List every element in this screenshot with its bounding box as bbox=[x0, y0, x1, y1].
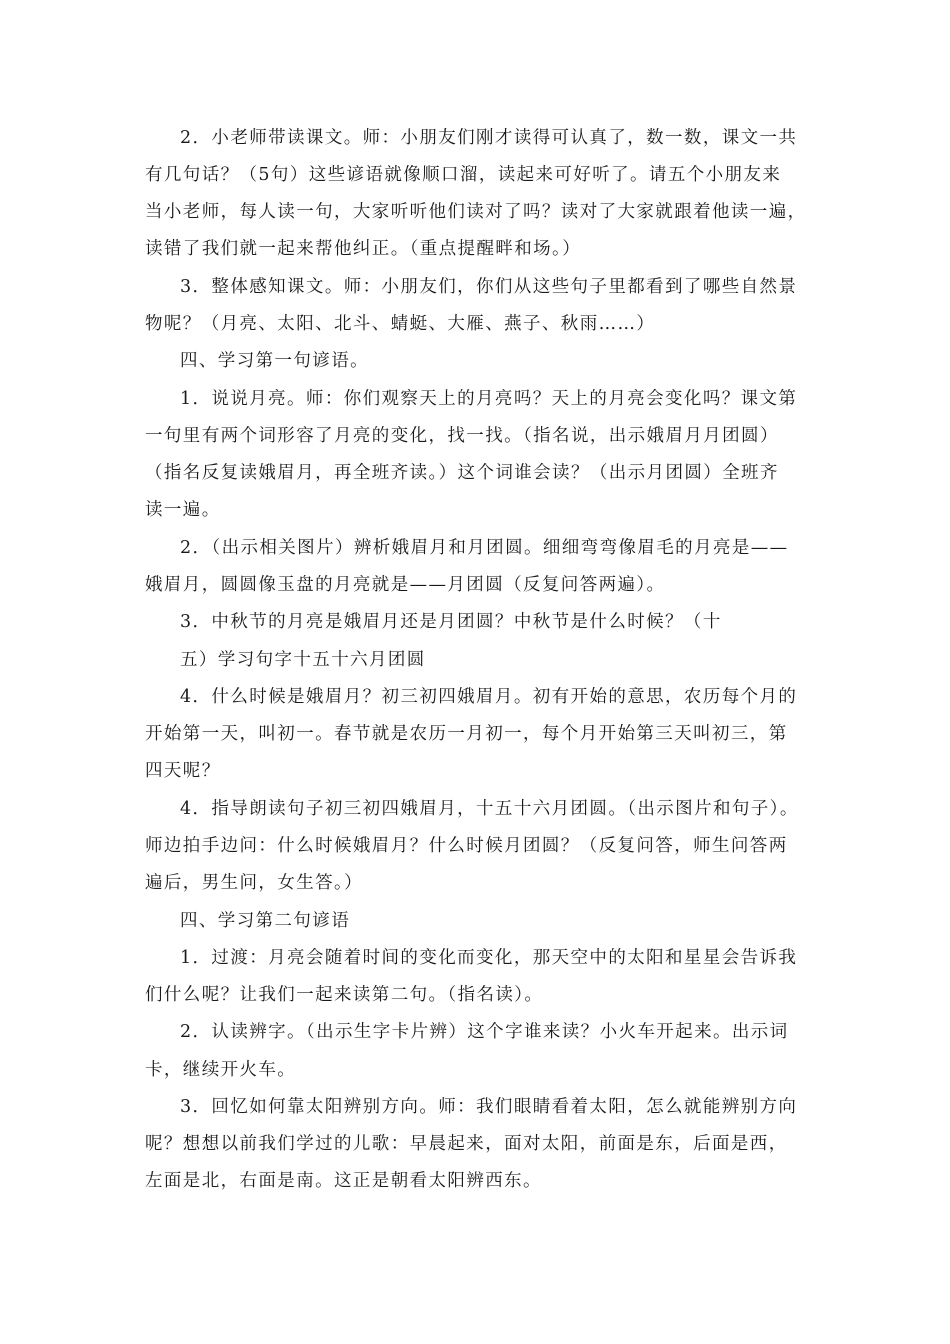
text-line: 们什么呢？让我们一起来读第二句。（指名读）。 bbox=[145, 985, 544, 1005]
text-line: 遍后，男生问，女生答。） bbox=[145, 873, 364, 893]
text-line: 卡，继续开火车。 bbox=[145, 1060, 297, 1080]
text-line: 读一遍。 bbox=[145, 500, 221, 520]
text-line: 3．中秋节的月亮是娥眉月还是月团圆？中秋节是什么时候？（十 bbox=[180, 612, 722, 632]
text-line: 四天呢？ bbox=[145, 761, 221, 781]
text-line: 4．指导朗读句子初三初四娥眉月，十五十六月团圆。（出示图片和句子）。 bbox=[180, 799, 799, 819]
text-line: 娥眉月，圆圆像玉盘的月亮就是——月团圆（反复问答两遍）。 bbox=[145, 575, 666, 595]
text-line: 2．小老师带读课文。师：小朋友们刚才读得可认真了，数一数，课文一共 bbox=[180, 128, 798, 148]
text-line: （指名反复读娥眉月，再全班齐读。）这个词谁会读？（出示月团圆）全班齐 bbox=[145, 463, 779, 483]
text-line: 读错了我们就一起来帮他纠正。（重点提醒畔和场。） bbox=[145, 239, 582, 259]
text-line: 当小老师，每人读一句，大家听听他们读对了吗？读对了大家就跟着他读一遍， bbox=[145, 202, 807, 222]
text-line: 开始第一天，叫初一。春节就是农历一月初一，每个月开始第三天叫初三，第 bbox=[145, 724, 788, 744]
text-line: 师边拍手边问：什么时候娥眉月？什么时候月团圆？（反复问答，师生问答两 bbox=[145, 836, 788, 856]
text-line: 五）学习句字十五十六月团圆 bbox=[180, 650, 426, 670]
text-line: 3．整体感知课文。师：小朋友们，你们从这些句子里都看到了哪些自然景 bbox=[180, 277, 798, 297]
text-line: 1．说说月亮。师：你们观察天上的月亮吗？天上的月亮会变化吗？课文第 bbox=[180, 389, 798, 409]
section-heading: 四、学习第二句谚语 bbox=[180, 911, 351, 931]
text-line: 有几句话？（5句）这些谚语就像顺口溜，读起来可好听了。请五个小朋友来 bbox=[145, 165, 782, 185]
text-line: 左面是北，右面是南。这正是朝看太阳辨西东。 bbox=[145, 1171, 542, 1191]
text-line: 2．认读辨字。（出示生字卡片辨）这个字谁来读？小火车开起来。出示词 bbox=[180, 1022, 789, 1042]
text-line: 呢？想想以前我们学过的儿歌：早晨起来，面对太阳，前面是东，后面是西， bbox=[145, 1134, 788, 1154]
text-line: 4．什么时候是娥眉月？初三初四娥眉月。初有开始的意思，农历每个月的 bbox=[180, 687, 798, 707]
text-line: 一句里有两个词形容了月亮的变化，找一找。（指名说，出示娥眉月月团圆） bbox=[145, 426, 779, 446]
text-line: 2．（出示相关图片）辨析娥眉月和月团圆。细细弯弯像眉毛的月亮是—— bbox=[180, 538, 789, 558]
text-line: 物呢？（月亮、太阳、北斗、蜻蜓、大雁、燕子、秋雨……） bbox=[145, 314, 656, 334]
text-line: 3．回忆如何靠太阳辨别方向。师：我们眼睛看着太阳，怎么就能辨别方向 bbox=[180, 1097, 798, 1117]
section-heading: 四、学习第一句谚语。 bbox=[180, 351, 369, 371]
text-line: 1．过渡：月亮会随着时间的变化而变化，那天空中的太阳和星星会告诉我 bbox=[180, 948, 798, 968]
